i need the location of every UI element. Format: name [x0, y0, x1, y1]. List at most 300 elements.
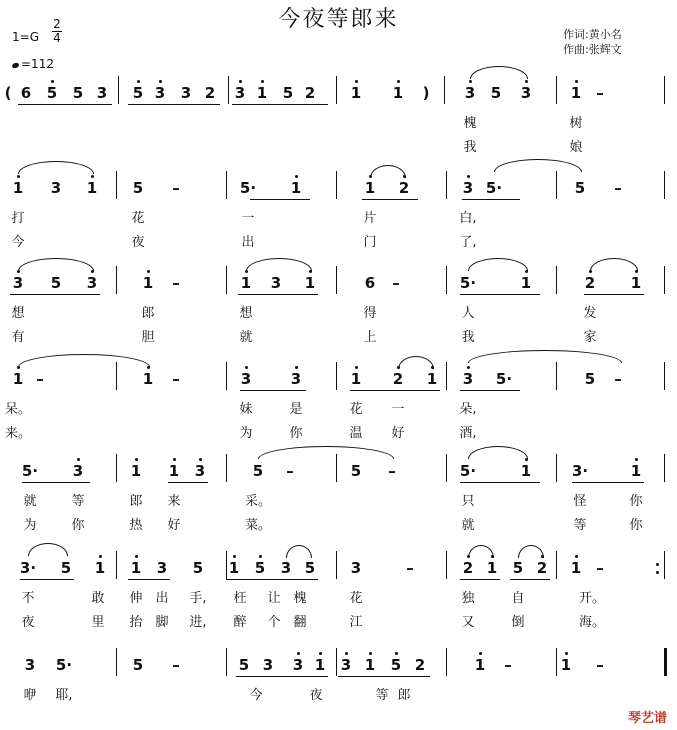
beam-line	[18, 104, 112, 105]
barline	[556, 76, 557, 104]
note: –	[172, 656, 180, 674]
lyric-verse-2: 我	[463, 140, 477, 155]
lyric-verse-1: 人	[461, 306, 475, 321]
tie-slur	[28, 543, 68, 556]
note: 6	[364, 274, 376, 292]
barline	[116, 171, 117, 199]
lyric-verse-2: 我	[461, 330, 475, 345]
barline	[664, 454, 665, 482]
note: 1	[94, 559, 106, 577]
octave-dot	[91, 175, 94, 178]
lyric-verse-2: 好	[167, 518, 181, 533]
octave-dot	[137, 80, 140, 83]
barline	[226, 454, 227, 482]
note: 3	[280, 559, 292, 577]
octave-dot	[635, 270, 638, 273]
note: 1	[570, 84, 582, 102]
note: 5	[132, 179, 144, 197]
lyric-verse-1: 咿	[23, 688, 37, 703]
lyric-verse-2: 菜。	[244, 518, 272, 533]
octave-dot	[469, 80, 472, 83]
note: 5	[72, 84, 84, 102]
lyric-verse-1: 想	[11, 306, 25, 321]
lyric-verse-1: 是	[289, 402, 303, 417]
note: 1	[168, 462, 180, 480]
lyric-verse-1: 得	[363, 306, 377, 321]
lyric-verse-1: 妹	[239, 402, 253, 417]
note: 1	[142, 274, 154, 292]
octave-dot	[309, 270, 312, 273]
tie-slur	[590, 258, 638, 271]
octave-dot	[431, 366, 434, 369]
barline	[228, 76, 229, 104]
lyric-verse-1: 呆。	[4, 402, 32, 417]
beam-line	[240, 390, 306, 391]
note: 5	[132, 656, 144, 674]
note: 3	[72, 462, 84, 480]
note: 1	[520, 274, 532, 292]
lyric-verse-2: 里	[91, 615, 105, 630]
barline	[446, 362, 447, 390]
barline	[336, 454, 337, 482]
note: –	[36, 370, 44, 388]
composer-credit: 作曲:张辉文	[563, 43, 622, 56]
note: 3·	[571, 462, 589, 480]
octave-dot	[17, 270, 20, 273]
octave-dot	[173, 458, 176, 461]
octave-dot	[135, 458, 138, 461]
octave-dot	[159, 80, 162, 83]
octave-dot	[575, 555, 578, 558]
lyric-verse-2: 海。	[578, 615, 606, 630]
octave-dot	[345, 652, 348, 655]
octave-dot	[467, 555, 470, 558]
note: 1	[130, 462, 142, 480]
barline	[336, 648, 337, 676]
barline	[664, 362, 665, 390]
lyric-verse-2: 你	[289, 426, 303, 441]
note: 3·	[19, 559, 37, 577]
beam-line	[10, 294, 100, 295]
note: (	[4, 84, 12, 102]
note: –	[596, 656, 604, 674]
lyric-verse-1: 发	[583, 306, 597, 321]
barline	[446, 171, 447, 199]
lyric-verse-2: 家	[583, 330, 597, 345]
barline	[336, 266, 337, 294]
octave-dot	[199, 458, 202, 461]
octave-dot	[239, 80, 242, 83]
repeat-dot	[656, 563, 659, 566]
tie-slur	[18, 354, 150, 367]
lyric-verse-1: 打	[11, 211, 25, 226]
note: 5	[512, 559, 524, 577]
lyric-verse-1: 一	[241, 211, 255, 226]
barline	[226, 551, 227, 579]
octave-dot	[541, 555, 544, 558]
note: 5·	[239, 179, 257, 197]
octave-dot	[525, 270, 528, 273]
lyric-verse-2: 上	[363, 330, 377, 345]
barline	[336, 171, 337, 199]
lyric-verse-1: 不	[21, 591, 35, 606]
octave-dot	[17, 175, 20, 178]
octave-dot	[403, 175, 406, 178]
note: 1	[12, 179, 24, 197]
lyric-verse-2: 来。	[4, 426, 32, 441]
octave-dot	[147, 270, 150, 273]
note: 5	[574, 179, 586, 197]
note: 1	[630, 462, 642, 480]
note: 5	[584, 370, 596, 388]
note: 1	[350, 370, 362, 388]
note: 3	[462, 179, 474, 197]
note: 3	[292, 656, 304, 674]
lyric-verse-1: 花	[349, 591, 363, 606]
beam-line	[572, 482, 644, 483]
note: 1	[520, 462, 532, 480]
octave-dot	[319, 652, 322, 655]
note: 1	[350, 84, 362, 102]
lyric-verse-1: 花	[131, 211, 145, 226]
note: 3	[240, 370, 252, 388]
tie-slur	[398, 356, 434, 369]
lyric-verse-1: 树	[569, 116, 583, 131]
note: 5·	[459, 462, 477, 480]
octave-dot	[491, 555, 494, 558]
barline	[446, 454, 447, 482]
repeat-dot	[656, 571, 659, 574]
lyric-verse-1: 怪	[573, 494, 587, 509]
barline	[116, 551, 117, 579]
lyric-verse-1: 枉	[233, 591, 247, 606]
tempo-value: =112	[21, 57, 54, 71]
note: 3	[86, 274, 98, 292]
lyric-verse-1: 一	[391, 402, 405, 417]
barline	[116, 454, 117, 482]
site-logo: 琴艺谱	[627, 711, 667, 726]
lyric-verse-1: 郎	[129, 494, 143, 509]
tie-slur	[246, 258, 312, 271]
tie-slur	[468, 258, 528, 271]
octave-dot	[525, 458, 528, 461]
beam-line	[460, 579, 500, 580]
lyric-verse-1: 白,	[459, 211, 477, 226]
quarter-note-icon	[11, 62, 19, 69]
note: 3	[156, 559, 168, 577]
lyric-verse-2: 娘	[569, 140, 583, 155]
note: 3	[520, 84, 532, 102]
lyric-verse-2: 抬	[129, 615, 143, 630]
octave-dot	[355, 80, 358, 83]
beam-line	[510, 579, 550, 580]
lyric-verse-1: 开。	[578, 591, 606, 606]
note: 1	[304, 274, 316, 292]
note: 3	[270, 274, 282, 292]
beam-line	[168, 482, 208, 483]
note: 1	[392, 84, 404, 102]
lyric-verse-1: 伸	[129, 591, 143, 606]
octave-dot	[369, 652, 372, 655]
barline	[446, 648, 447, 676]
lyric-verse-2: 你	[71, 518, 85, 533]
lyric-verse-2: 翻	[293, 615, 307, 630]
beam-line	[350, 390, 440, 391]
octave-dot	[565, 652, 568, 655]
note: 1	[364, 656, 376, 674]
octave-dot	[147, 366, 150, 369]
score-row	[0, 70, 677, 155]
note: –	[172, 370, 180, 388]
key-signature: 1=G	[12, 30, 39, 44]
note: 3	[12, 274, 24, 292]
octave-dot	[369, 175, 372, 178]
beam-line	[362, 199, 418, 200]
beam-line	[22, 482, 90, 483]
lyric-verse-1: 来	[167, 494, 181, 509]
lyric-verse-1: 只	[461, 494, 475, 509]
note: 5	[254, 559, 266, 577]
lyric-verse-2: 等	[573, 518, 587, 533]
lyric-verse-1: 自	[511, 591, 525, 606]
note: –	[596, 84, 604, 102]
note: –	[392, 274, 400, 292]
octave-dot	[467, 366, 470, 369]
note: 2	[584, 274, 596, 292]
lyric-verse-1: 郎	[397, 688, 411, 703]
lyric-verse-1: 手,	[189, 591, 207, 606]
note: 3	[50, 179, 62, 197]
note: 1	[630, 274, 642, 292]
barline	[664, 648, 667, 676]
octave-dot	[589, 270, 592, 273]
octave-dot	[51, 80, 54, 83]
octave-dot	[135, 555, 138, 558]
score-row	[0, 260, 677, 345]
beam-line	[238, 294, 318, 295]
barline	[664, 171, 665, 199]
note: 5·	[495, 370, 513, 388]
barline	[336, 362, 337, 390]
octave-dot	[261, 80, 264, 83]
lyric-verse-2: 夜	[131, 235, 145, 250]
barline	[664, 551, 665, 579]
lyric-verse-1: 槐	[463, 116, 477, 131]
beam-line	[460, 390, 520, 391]
octave-dot	[575, 80, 578, 83]
note: 5	[60, 559, 72, 577]
barline	[116, 266, 117, 294]
octave-dot	[479, 652, 482, 655]
note: –	[614, 179, 622, 197]
lyricist-credit: 作词:黄小名	[563, 28, 622, 41]
note: 3	[464, 84, 476, 102]
lyric-verse-1: 耶,	[55, 688, 73, 703]
note: 5	[350, 462, 362, 480]
score-row	[0, 545, 677, 630]
note: 2	[536, 559, 548, 577]
barline	[336, 76, 337, 104]
beam-line	[128, 579, 170, 580]
note: 5	[46, 84, 58, 102]
lyric-verse-1: 夜	[309, 688, 323, 703]
note: –	[172, 179, 180, 197]
note: 1	[86, 179, 98, 197]
note: 3	[96, 84, 108, 102]
score-row	[0, 165, 677, 250]
meter-bottom: 4	[53, 31, 61, 45]
barline	[226, 266, 227, 294]
note: 5·	[21, 462, 39, 480]
lyric-verse-1: 今	[249, 688, 263, 703]
lyric-verse-2: 为	[23, 518, 37, 533]
note: 1	[12, 370, 24, 388]
lyric-verse-2: 热	[129, 518, 143, 533]
lyric-verse-1: 花	[349, 402, 363, 417]
credits	[563, 27, 622, 57]
note: 6	[20, 84, 32, 102]
lyric-verse-2: 就	[239, 330, 253, 345]
note: 3	[234, 84, 246, 102]
beam-line	[226, 579, 318, 580]
note: 1	[364, 179, 376, 197]
note: 1	[240, 274, 252, 292]
octave-dot	[395, 652, 398, 655]
note: 1	[290, 179, 302, 197]
note: 3	[350, 559, 362, 577]
octave-dot	[467, 175, 470, 178]
note: 2	[414, 656, 426, 674]
tempo-marking	[12, 57, 54, 71]
time-signature	[47, 18, 67, 45]
barline	[446, 551, 447, 579]
note: 5·	[459, 274, 477, 292]
barline	[556, 266, 557, 294]
note: 3	[462, 370, 474, 388]
octave-dot	[355, 366, 358, 369]
lyric-verse-2: 你	[629, 518, 643, 533]
note: –	[406, 559, 414, 577]
barline	[446, 266, 447, 294]
meter-top: 2	[53, 17, 61, 31]
lyric-verse-2: 江	[349, 615, 363, 630]
beam-line	[250, 199, 310, 200]
barline	[556, 362, 557, 390]
tie-slur	[18, 161, 94, 174]
note: 2	[304, 84, 316, 102]
barline	[118, 76, 119, 104]
note: 3	[340, 656, 352, 674]
note: 2	[392, 370, 404, 388]
lyric-verse-1: 采。	[244, 494, 272, 509]
lyric-verse-1: 片	[363, 211, 377, 226]
lyric-verse-2: 醉	[233, 615, 247, 630]
score-row	[0, 642, 677, 703]
barline	[664, 266, 665, 294]
note: 3	[180, 84, 192, 102]
lyric-verse-1: 想	[239, 306, 253, 321]
note: 3	[24, 656, 36, 674]
note: 2	[204, 84, 216, 102]
barline	[556, 551, 557, 579]
note: 1	[426, 370, 438, 388]
lyric-verse-2: 就	[461, 518, 475, 533]
note: 5	[50, 274, 62, 292]
barline	[664, 76, 665, 104]
lyric-verse-2: 进,	[189, 615, 207, 630]
beam-line	[338, 676, 430, 677]
lyric-verse-1: 就	[23, 494, 37, 509]
note: –	[286, 462, 294, 480]
octave-dot	[17, 366, 20, 369]
note: 5	[490, 84, 502, 102]
octave-dot	[77, 458, 80, 461]
note: –	[172, 274, 180, 292]
octave-dot	[397, 366, 400, 369]
lyric-verse-2: 酒,	[459, 426, 477, 441]
barline	[116, 648, 117, 676]
barline	[444, 76, 445, 104]
note: 5·	[485, 179, 503, 197]
beam-line	[584, 294, 644, 295]
octave-dot	[245, 270, 248, 273]
song-title: 今夜等郎来	[278, 7, 399, 32]
beam-line	[20, 579, 74, 580]
note: 1	[130, 559, 142, 577]
lyric-verse-2: 为	[239, 426, 253, 441]
lyric-verse-2: 了,	[459, 235, 477, 250]
note: 1	[570, 559, 582, 577]
tie-slur	[468, 446, 528, 459]
note: 1	[256, 84, 268, 102]
note: 5	[304, 559, 316, 577]
lyric-verse-1: 郎	[141, 306, 155, 321]
note: 5	[252, 462, 264, 480]
octave-dot	[635, 458, 638, 461]
barline	[556, 171, 557, 199]
note: 1	[474, 656, 486, 674]
octave-dot	[91, 270, 94, 273]
lyric-verse-2: 今	[11, 235, 25, 250]
tie-slur	[18, 258, 94, 271]
barline	[226, 171, 227, 199]
tie-slur	[286, 545, 312, 558]
lyric-verse-1: 等	[71, 494, 85, 509]
tie-slur	[494, 159, 582, 172]
tie-slur	[468, 350, 622, 363]
beam-line	[460, 294, 540, 295]
octave-dot	[397, 80, 400, 83]
beam-line	[460, 482, 540, 483]
barline	[556, 648, 557, 676]
beam-line	[462, 199, 520, 200]
lyric-verse-1: 独	[461, 591, 475, 606]
note: 5	[238, 656, 250, 674]
note: 5	[282, 84, 294, 102]
tie-slur	[370, 165, 406, 178]
octave-dot	[99, 555, 102, 558]
note: 2	[462, 559, 474, 577]
lyric-verse-2: 脚	[155, 615, 169, 630]
lyric-verse-2: 有	[11, 330, 25, 345]
lyric-verse-2: 又	[461, 615, 475, 630]
barline	[556, 454, 557, 482]
note: 3	[290, 370, 302, 388]
lyric-verse-1: 朵,	[459, 402, 477, 417]
lyric-verse-2: 倒	[511, 615, 525, 630]
note: 1	[560, 656, 572, 674]
note: 1	[486, 559, 498, 577]
